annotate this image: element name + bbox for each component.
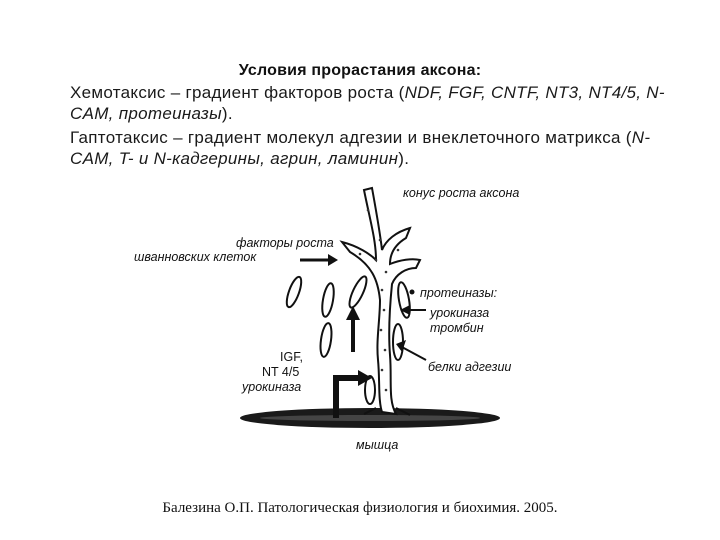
label-igf: IGF, <box>280 350 303 364</box>
label-urokinase-right: урокиназа <box>430 306 490 320</box>
axon-growth-illustration <box>230 180 560 460</box>
chemotaxis-close: ). <box>221 104 233 123</box>
haptotaxis-term: Гаптотаксис <box>70 128 169 147</box>
schwann-cell <box>320 282 336 317</box>
label-schwann-factors-2: шванновских клеток <box>134 250 257 264</box>
chemotaxis-paragraph <box>70 82 670 124</box>
arrow-growth-factors <box>328 254 338 266</box>
label-nt45: NT 4/5 <box>262 365 300 379</box>
label-urokinase-left: урокиназа <box>242 380 302 394</box>
schwann-cell <box>346 274 369 309</box>
source-caption: Балезина О.П. Патологическая физиология и биохимия. 2005. <box>162 500 558 516</box>
label-muscle: мышца <box>356 438 399 452</box>
arrow-up <box>346 306 360 320</box>
label-proteinases: протеиназы: <box>420 286 498 300</box>
haptotaxis-paragraph <box>70 127 670 169</box>
slide-heading: Условия прорастания аксона: <box>238 62 482 79</box>
chemotaxis-dash: – градиент факторов роста ( <box>165 83 405 102</box>
label-schwann-factors-1: факторы роста <box>236 236 334 250</box>
haptotaxis-dash: – градиент молекул адгезии и внеклеточного матрикса ( <box>168 128 632 147</box>
label-adhesion-proteins: белки адгезии <box>428 360 512 374</box>
chemotaxis-factors: NDF, FGF, CNTF, NT3, NT4/5, N-CAM, протеиназы <box>70 83 665 123</box>
label-growth-cone: конус роста аксона <box>403 186 520 200</box>
haptotaxis-close: ). <box>398 149 410 168</box>
schwann-cell <box>284 275 304 308</box>
label-thrombin: тромбин <box>430 321 484 335</box>
axon-growth-diagram <box>134 180 560 460</box>
proteinase-dot <box>410 290 415 295</box>
chemotaxis-term: Хемотаксис <box>70 83 166 102</box>
haptotaxis-molecules: N-CAM, T- и N-кадгерины, агрин, ламинин <box>70 128 651 168</box>
schwann-cell <box>319 322 334 357</box>
muscle-highlight <box>260 415 480 421</box>
